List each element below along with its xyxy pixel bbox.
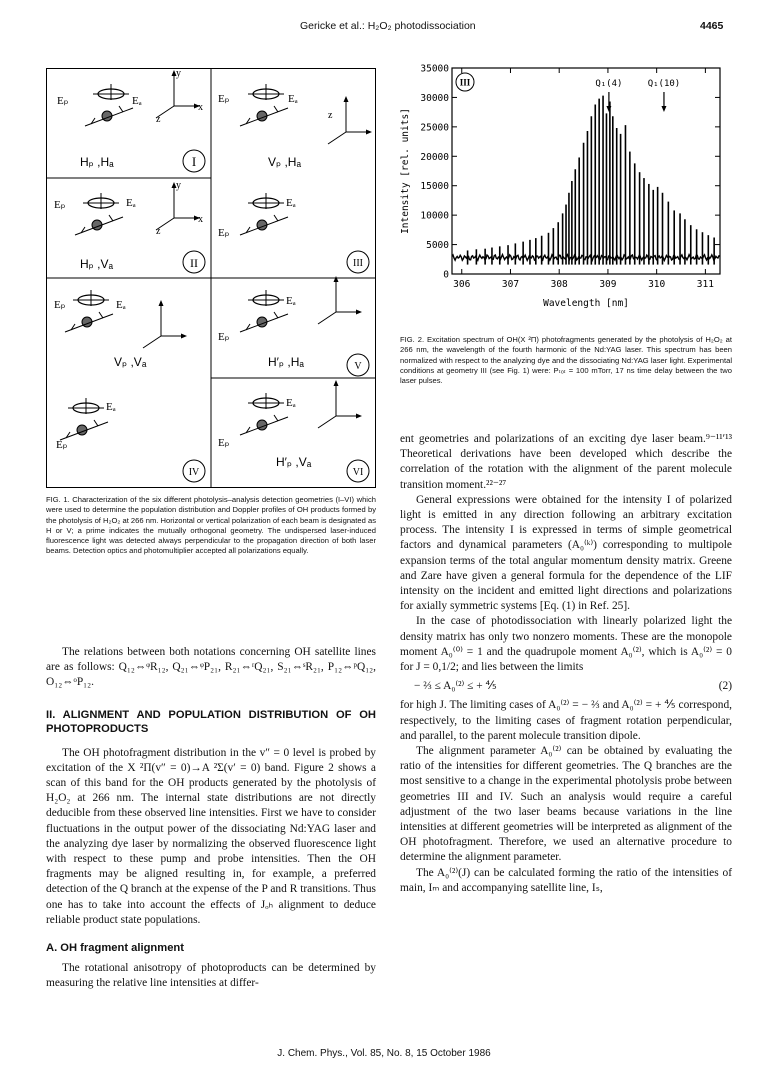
y-tick-label: 25000 xyxy=(420,122,449,134)
svg-text:x: x xyxy=(198,214,203,225)
figure-2-chart xyxy=(392,60,732,320)
svg-text:Eₚ: Eₚ xyxy=(218,93,230,105)
svg-text:y: y xyxy=(176,68,181,79)
geometry-label-iii: Vₚ ,Hₐ xyxy=(268,155,301,169)
equation-2 xyxy=(400,675,732,698)
paragraph: The alignment parameter A₀⁽²⁾ can be obtained by evaluating the ratio of the intensities for different geometries. The Q branches are the most sensitive to a change in the experimental photolysis probe between geometries III and IV. Such an analysis would require a careful adjustment of the two laser beams because variations in the line intensities at different geometries will be interpreted as alignment of the OH photofragment. Therefore, we used an alternative procedure to determine the alignment parameter. xyxy=(400,745,732,864)
svg-text:z: z xyxy=(328,110,333,121)
svg-text:Eₐ: Eₐ xyxy=(286,397,296,409)
svg-text:Eₐ: Eₐ xyxy=(126,197,136,209)
svg-text:y: y xyxy=(176,180,181,191)
journal-footer: J. Chem. Phys., Vol. 85, No. 8, 15 October 1986 xyxy=(277,1048,491,1059)
geometry-label-vi: H′ₚ ,Vₐ xyxy=(276,455,312,469)
y-tick-label: 0 xyxy=(443,269,449,281)
paragraph: The relations between both notations concerning OH satellite lines are as follows: Q₁₂⇔ᵠR₁₂, Q₂₁⇔ᵠP₂₁, R₂₁⇔ʳQ₂₁, S₂₁⇔ˢR₂₁, P₁₂⇔ᵖQ₁₂, O₁₂⇔ᵒP₁₂. xyxy=(46,646,376,689)
y-tick-label: 5000 xyxy=(426,240,449,252)
ea-label: Eₐ xyxy=(132,95,142,107)
figure-1-caption: FIG. 1. Characterization of the six different photolysis–analysis detection geometries (I–VI) which were used to determine the population distribution and Doppler profiles of OH products formed by the photolysis of H₂O₂ at 266 nm. Horizontal or vertical polarization of each beam is designated as H or V; a prime indicates the mutually orthogonal geometry. The undispersed laser-induced fluorescence light was detected always perpendicular to the propagation direction of both laser beams. Detection optics and photomultiplier accepted all polarizations equally. xyxy=(46,495,376,556)
x-tick-label: 311 xyxy=(696,279,714,290)
paragraph: The OH photofragment distribution in the v″ = 0 level is probed by excitation of the X ²Π(v″ = 0)→A ²Σ(v′ = 0) band. Figure 2 shows a scan of this band for the OH products generated by the photolysis of H₂O₂ at 266 nm. The internal state distributions are not directly deducible from these observed line intensities. First we have to consider fluctuations in the output power of the dissociating Nd:YAG laser and the analyzing dye laser by normalizing the observed fluorescence light with respect to these pump and probe intensities. Then the OH fragments may be aligned resulting in, for example, a preferred detection of the Q branch at the expense of the P and R transitions. Thus one has to take into account the effects of Jₒₕ alignment to deduce reliable product state populations. xyxy=(46,746,376,926)
y-tick-label: 20000 xyxy=(420,151,449,163)
geometry-label-i: Hₚ ,Hₐ xyxy=(80,155,114,169)
x-tick-label: 306 xyxy=(453,279,471,290)
panel-vi-label: VI xyxy=(352,467,364,478)
svg-text:Eₐ: Eₐ xyxy=(288,93,298,105)
equation-number: (2) xyxy=(718,680,732,693)
section-heading: II. ALIGNMENT AND POPULATION DISTRIBUTION OF OH PHOTOPRODUCTS xyxy=(46,708,376,735)
y-tick-label: 30000 xyxy=(420,92,449,104)
paragraph: The A₀⁽²⁾(J) can be calculated forming the ratio of the intensities of main, Iₘ and accompanying satellite line, Iₛ, xyxy=(400,866,732,894)
panel-v-label: V xyxy=(354,361,362,372)
svg-text:Eₚ: Eₚ xyxy=(54,299,66,311)
svg-text:Eₚ: Eₚ xyxy=(56,439,68,451)
equation: − ⅔ ≤ A₀⁽²⁾ ≤ + ⅘ xyxy=(414,680,497,693)
paragraph: The rotational anisotropy of photoproducts can be determined by measuring the relative line intensities at differ- xyxy=(46,962,376,990)
svg-text:Eₐ: Eₐ xyxy=(286,295,296,307)
svg-text:z: z xyxy=(156,226,161,237)
x-tick-label: 310 xyxy=(648,279,666,290)
y-tick-label: 35000 xyxy=(420,63,449,75)
x-tick-label: 309 xyxy=(599,279,617,290)
x-axis-label: Wavelength [nm] xyxy=(543,298,629,309)
annotation-arrowhead xyxy=(661,106,666,112)
x-tick-label: 308 xyxy=(550,279,568,290)
running-title: Gericke et al.: H₂O₂ photodissociation xyxy=(300,20,476,32)
figure-1 xyxy=(46,68,376,488)
geometry-label-ii: Hₚ ,Vₐ xyxy=(80,257,113,271)
right-column xyxy=(400,432,732,896)
left-column xyxy=(46,645,376,991)
paragraph: for high J. The limiting cases of A₀⁽²⁾ = − ⅔ and A₀⁽²⁾ = + ⅘ correspond, respectively, to the limiting cases of fragment rotation perpendicular, and parallel, to the parent molecule transition dipole. xyxy=(400,699,732,742)
y-tick-label: 15000 xyxy=(420,181,449,193)
svg-text:x: x xyxy=(198,102,203,113)
peak-annotation: Q₁(4) xyxy=(595,79,623,89)
paragraph: General expressions were obtained for the intensity I of polarized light is emitted in any direction following an arbitrary excitation process. The intensity I is expressed in terms of simple geometrical factors and dynamical parameters (A₀⁽ᵏ⁾) corresponding to multipole expansion terms of the total angular momentum density matrix. Greene and Zare have given a general formula for the dependence of the LIF intensity on the incident and emitted light directions and polarizations for axially symmetric systems [Eq. (1) in Ref. 25]. xyxy=(400,493,732,613)
panel-iii-label: III xyxy=(353,258,363,269)
ep-label: Eₚ xyxy=(57,95,69,107)
svg-text:Eₚ: Eₚ xyxy=(218,331,230,343)
svg-text:z: z xyxy=(156,114,161,125)
svg-text:Eₐ: Eₐ xyxy=(286,197,296,209)
svg-text:Eₚ: Eₚ xyxy=(218,227,230,239)
svg-text:Eₚ: Eₚ xyxy=(54,199,66,211)
svg-text:Eₚ: Eₚ xyxy=(218,437,230,449)
panel-i-label: I xyxy=(191,154,197,169)
svg-text:Eₐ: Eₐ xyxy=(106,401,116,413)
geometry-label-v: H′ₚ ,Hₐ xyxy=(268,355,304,369)
svg-text:Eₐ: Eₐ xyxy=(116,299,126,311)
geometry-label-iv: Vₚ ,Vₐ xyxy=(114,355,147,369)
x-tick-label: 307 xyxy=(501,279,520,290)
y-tick-label: 10000 xyxy=(420,210,449,222)
subsection-heading: A. OH fragment alignment xyxy=(46,942,184,955)
panel-iv-label: IV xyxy=(188,467,200,478)
page-number: 4465 xyxy=(700,20,724,32)
y-axis-label: Intensity [rel. units] xyxy=(400,108,411,234)
panel-ii-label: II xyxy=(190,256,198,270)
figure-2-caption: FIG. 2. Excitation spectrum of OH(X ²Π) photofragments generated by the photolysis of H₂O₂ at 266 nm, the wavelength of the fourth harmonic of the Nd:YAG laser. This spectrum has been normalized with respect to the analyzing dye and the dissociating Nd:YAG laser light. Experimental conditions at geometry III (see Fig. 1) were: Pₜₒₜ = 100 mTorr, 17 ns time delay between the two laser pulses. xyxy=(400,335,732,386)
panel-label: III xyxy=(459,77,471,88)
peak-annotation: Q₁(10) xyxy=(647,79,681,89)
paragraph: ent geometries and polarizations of an exciting dye laser beam.⁹⁻¹¹ʹ¹³ Theoretical derivations have been developed which describe the correlation of the rotation with the alignment of the parent molecule transition moment.²²⁻²⁷ xyxy=(400,433,732,491)
paragraph: In the case of photodissociation with linearly polarized light the density matrix has only two nonzero moments. These are the monopole moment A₀⁽⁰⁾ = 1 and the quadrupole moment A₀⁽²⁾, which is A₀⁽²⁾ = 0 for J = 0,1/2; and lies between the limits xyxy=(400,615,732,674)
